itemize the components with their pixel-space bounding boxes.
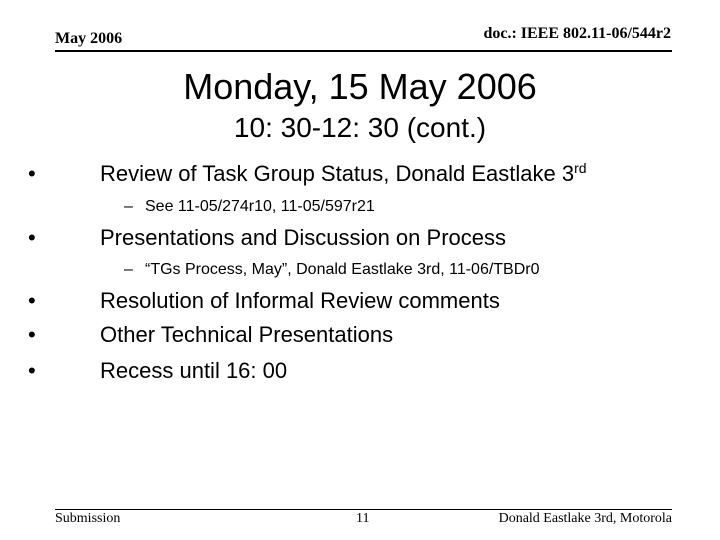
bullet-marker: • xyxy=(28,288,36,313)
bullet-text: Resolution of Informal Review comments xyxy=(100,288,500,313)
slide-subtitle: 10: 30-12: 30 (cont.) xyxy=(233,112,487,143)
slide-title: Monday, 15 May 2006 xyxy=(183,66,537,107)
bullet-text: Presentations and Discussion on Process xyxy=(100,225,506,250)
footer-page-number: 11 xyxy=(356,511,370,526)
header-divider xyxy=(55,50,672,52)
bullet-marker: • xyxy=(28,358,36,383)
bullet-text: Recess until 16: 00 xyxy=(100,358,288,383)
header-doc-id: doc.: IEEE 802.11-06/544r2 xyxy=(483,25,671,42)
bullet-informal-review xyxy=(28,286,500,316)
header-date: May 2006 xyxy=(55,30,123,47)
bullet-recess xyxy=(28,356,288,386)
bullet-text: Review of Task Group Status, Donald Eastlake 3 xyxy=(100,161,575,186)
sub-bullet-text: “TGs Process, May”, Donald Eastlake 3rd, 11-06/TBDr0 xyxy=(145,261,540,278)
bullet-text: Other Technical Presentations xyxy=(100,322,394,347)
bullet-marker: • xyxy=(28,225,36,250)
sub-bullet-marker: – xyxy=(124,261,133,278)
bullet-technical-presentations xyxy=(28,320,394,350)
bullet-presentations-process xyxy=(28,223,506,253)
bullet-task-group-status xyxy=(28,159,587,189)
footer-submission: Submission xyxy=(55,511,121,526)
bullet-superscript: rd xyxy=(574,160,587,176)
bullet-marker: • xyxy=(28,322,36,347)
footer-divider xyxy=(55,509,672,510)
bullet-marker: • xyxy=(28,161,36,186)
sub-bullet-marker: – xyxy=(124,198,133,215)
footer-author: Donald Eastlake 3rd, Motorola xyxy=(498,511,672,526)
sub-bullet-text: See 11-05/274r10, 11-05/597r21 xyxy=(145,198,375,215)
